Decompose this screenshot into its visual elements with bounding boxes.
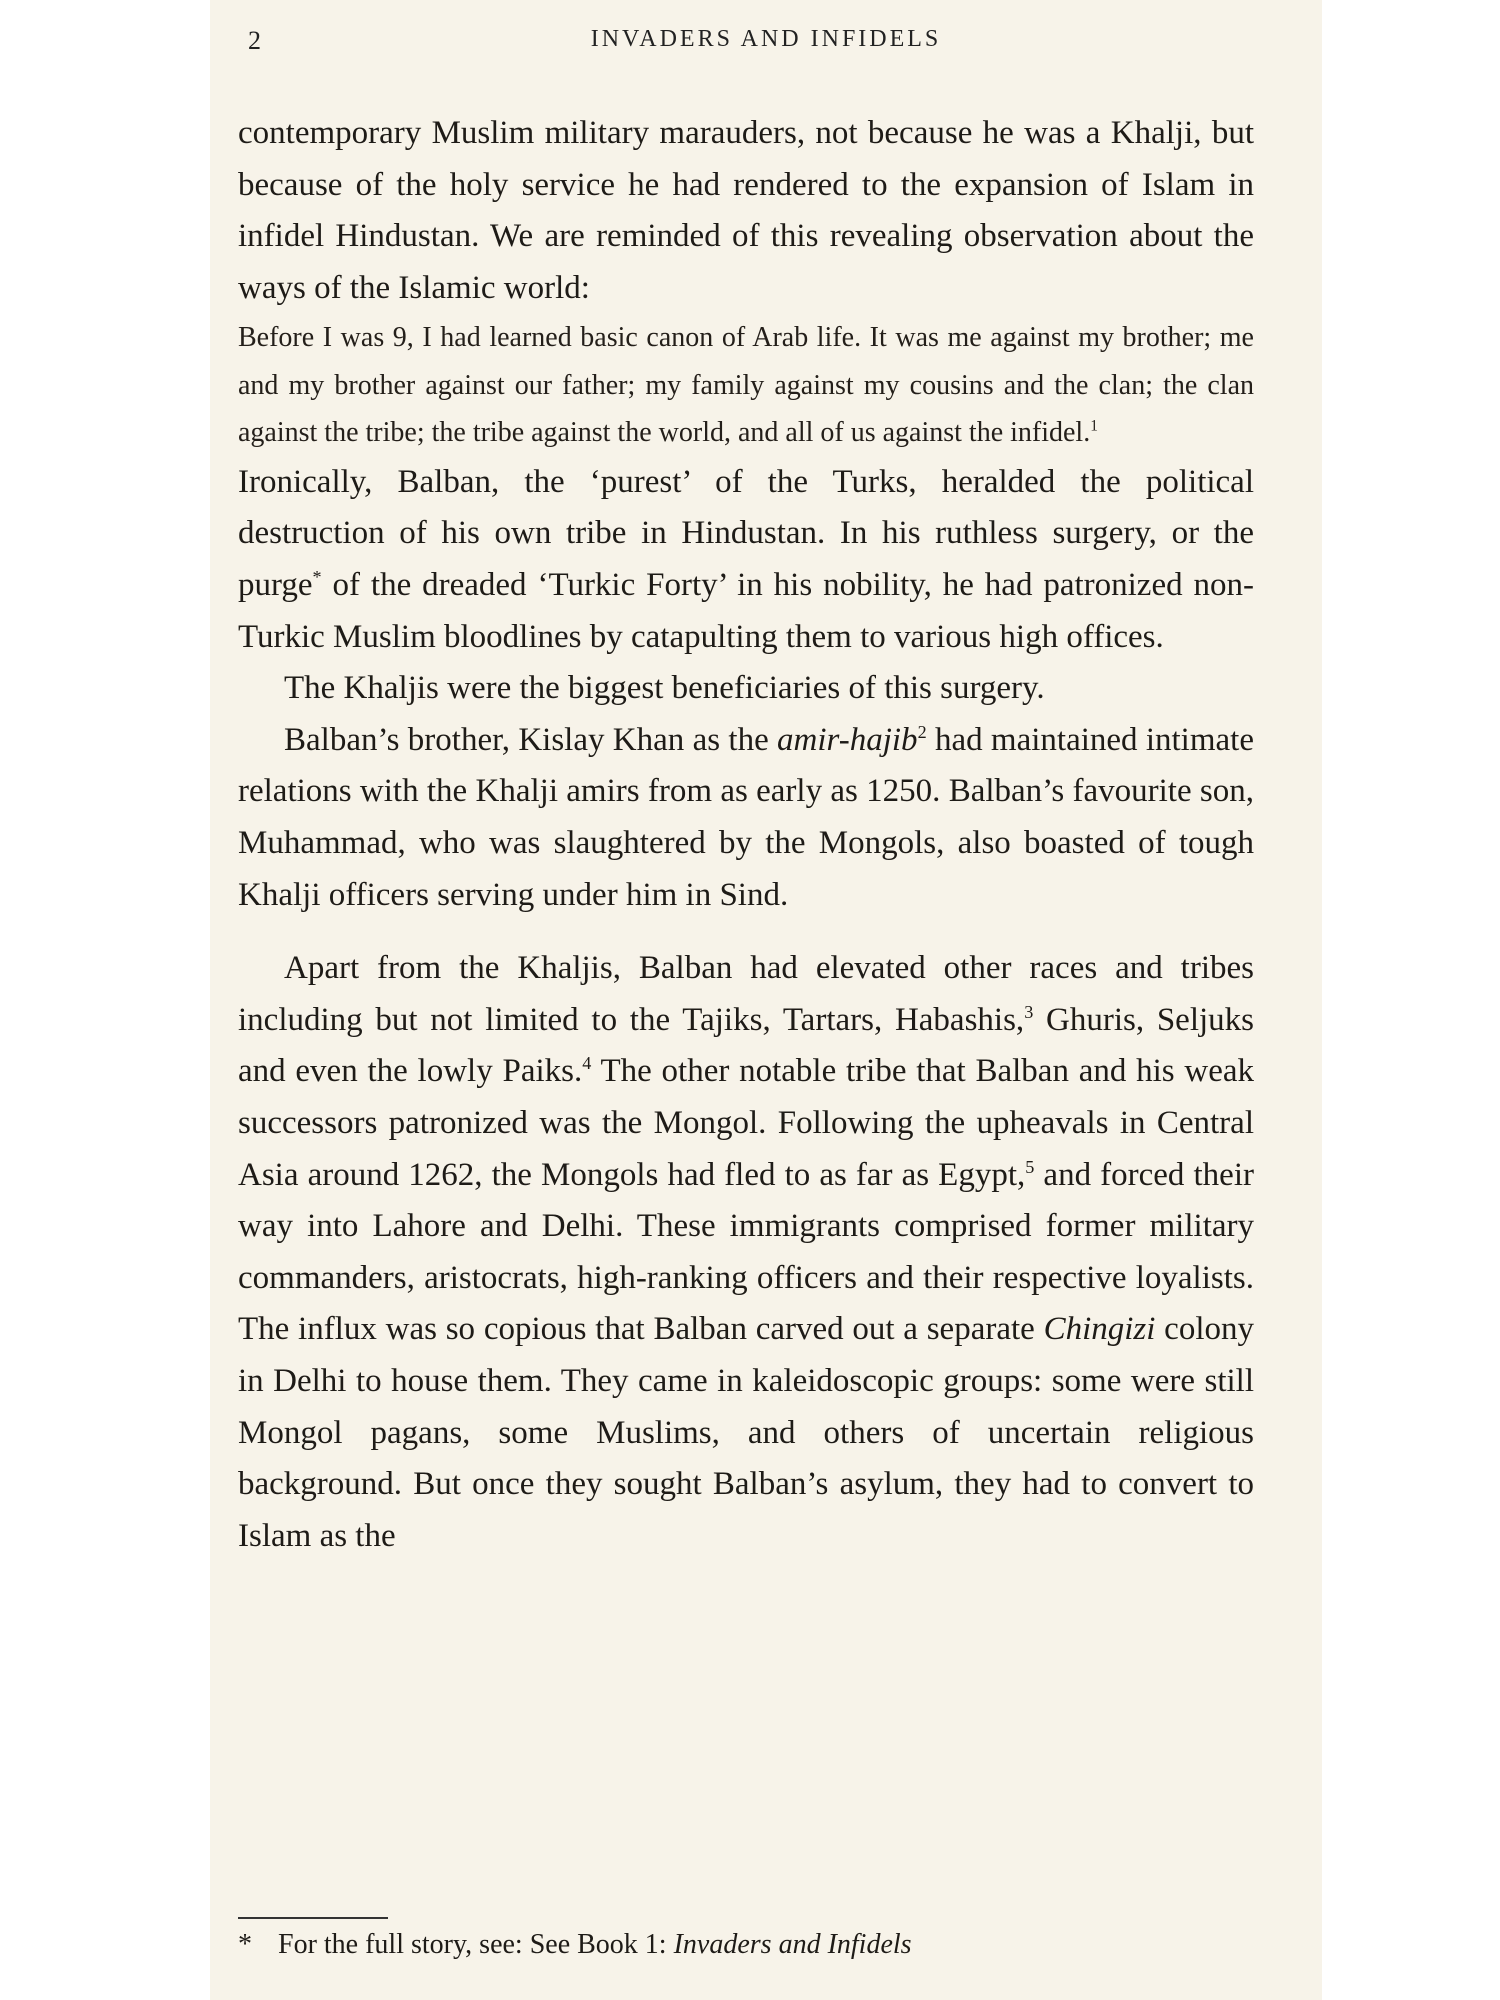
body-text <box>238 108 1254 1562</box>
paragraph-5-text-c: The other notable tribe that Balban and his weak successors patronized was the Mongol. Following the upheavals in Central Asia around 1262, the Mongols had fled to as far as Egypt, <box>238 1053 1255 1193</box>
footnote-rule <box>238 1917 388 1919</box>
paragraph-4 <box>238 715 1254 921</box>
page-number: 2 <box>248 26 264 55</box>
running-title: INVADERS AND INFIDELS <box>590 26 942 52</box>
paragraph-5-text-e: colony in Delhi to house them. They came in kaleidoscopic groups: some were still Mongol pagans, some Muslims, and others of uncertain religious background. But once they sought Balban’s asylum, they had to convert to Islam as the <box>238 1311 1254 1554</box>
term-amir-hajib: amir-hajib <box>777 721 918 758</box>
footnote-book-title: Invaders and Infidels <box>673 1929 912 1960</box>
page-header <box>240 20 1292 60</box>
paragraph-2-text-a: Ironically, Balban, the ‘purest’ of the Turks, heralded the political destruction of his own tribe in Hindustan. In his ruthless surgery, or the purge <box>238 463 1254 604</box>
footnote-ref-star: * <box>312 567 322 588</box>
footnote-ref-2: 2 <box>917 721 927 742</box>
paragraph-4-text-b: had maintained intimate relations with the Khalji amirs from as early as 1250. Balban’s favourite son, Muhammad, who was slaughtered by the Mongols, also boasted of tough Khalji officers serving under him in Sind. <box>238 721 1254 913</box>
quote-text: Before I was 9, I had learned basic canon of Arab life. It was me against my brother; me and my brother against our father; my family against my cousins and the clan; the clan against the tribe; the tribe against the world, and all of us against the infidel. <box>238 322 1254 449</box>
paragraph-2 <box>238 457 1254 663</box>
paragraph-5 <box>238 943 1254 1562</box>
book-page <box>210 0 1322 2000</box>
paragraph-2-text-b: of the dreaded ‘Turkic Forty’ in his nobility, he had patronized non-Turkic Muslim bloodlines by catapulting them to various high offices. <box>238 567 1254 655</box>
footnote-ref-3: 3 <box>1024 1001 1034 1022</box>
footnote-ref-1: 1 <box>1090 418 1098 436</box>
paragraph-5-text-b: Ghuris, Seljuks and even the lowly Paiks. <box>238 1001 1254 1090</box>
footnote-mark: * <box>238 1929 252 1960</box>
block-quote <box>238 314 1254 457</box>
footnote <box>238 1925 1254 1965</box>
paragraph-5-text-d: and forced their way into Lahore and Delhi. These immigrants comprised former military commanders, aristocrats, high-ranking officers and their respective loyalists. The influx was so copious that Balban carved out a separate <box>238 1156 1254 1348</box>
paragraph-1: contemporary Muslim military marauders, not because he was a Khalji, but because of the holy service he had rendered to the expansion of Islam in infidel Hindustan. We are reminded of this revealing observation about the ways of the Islamic world: <box>238 115 1254 306</box>
paragraph-4-text-a: Balban’s brother, Kislay Khan as the <box>284 721 778 758</box>
paragraph-3: The Khaljis were the biggest beneficiaries of this surgery. <box>284 670 1045 707</box>
footnote-text: For the full story, see: See Book 1: <box>278 1929 674 1960</box>
footnote-ref-4: 4 <box>582 1053 592 1074</box>
paragraph-5-text-a: Apart from the Khaljis, Balban had elevated other races and tribes including but not limited to the Tajiks, Tartars, Habashis, <box>238 950 1254 1038</box>
term-chingizi: Chingizi <box>1043 1311 1156 1348</box>
footnote-ref-5: 5 <box>1025 1156 1035 1177</box>
